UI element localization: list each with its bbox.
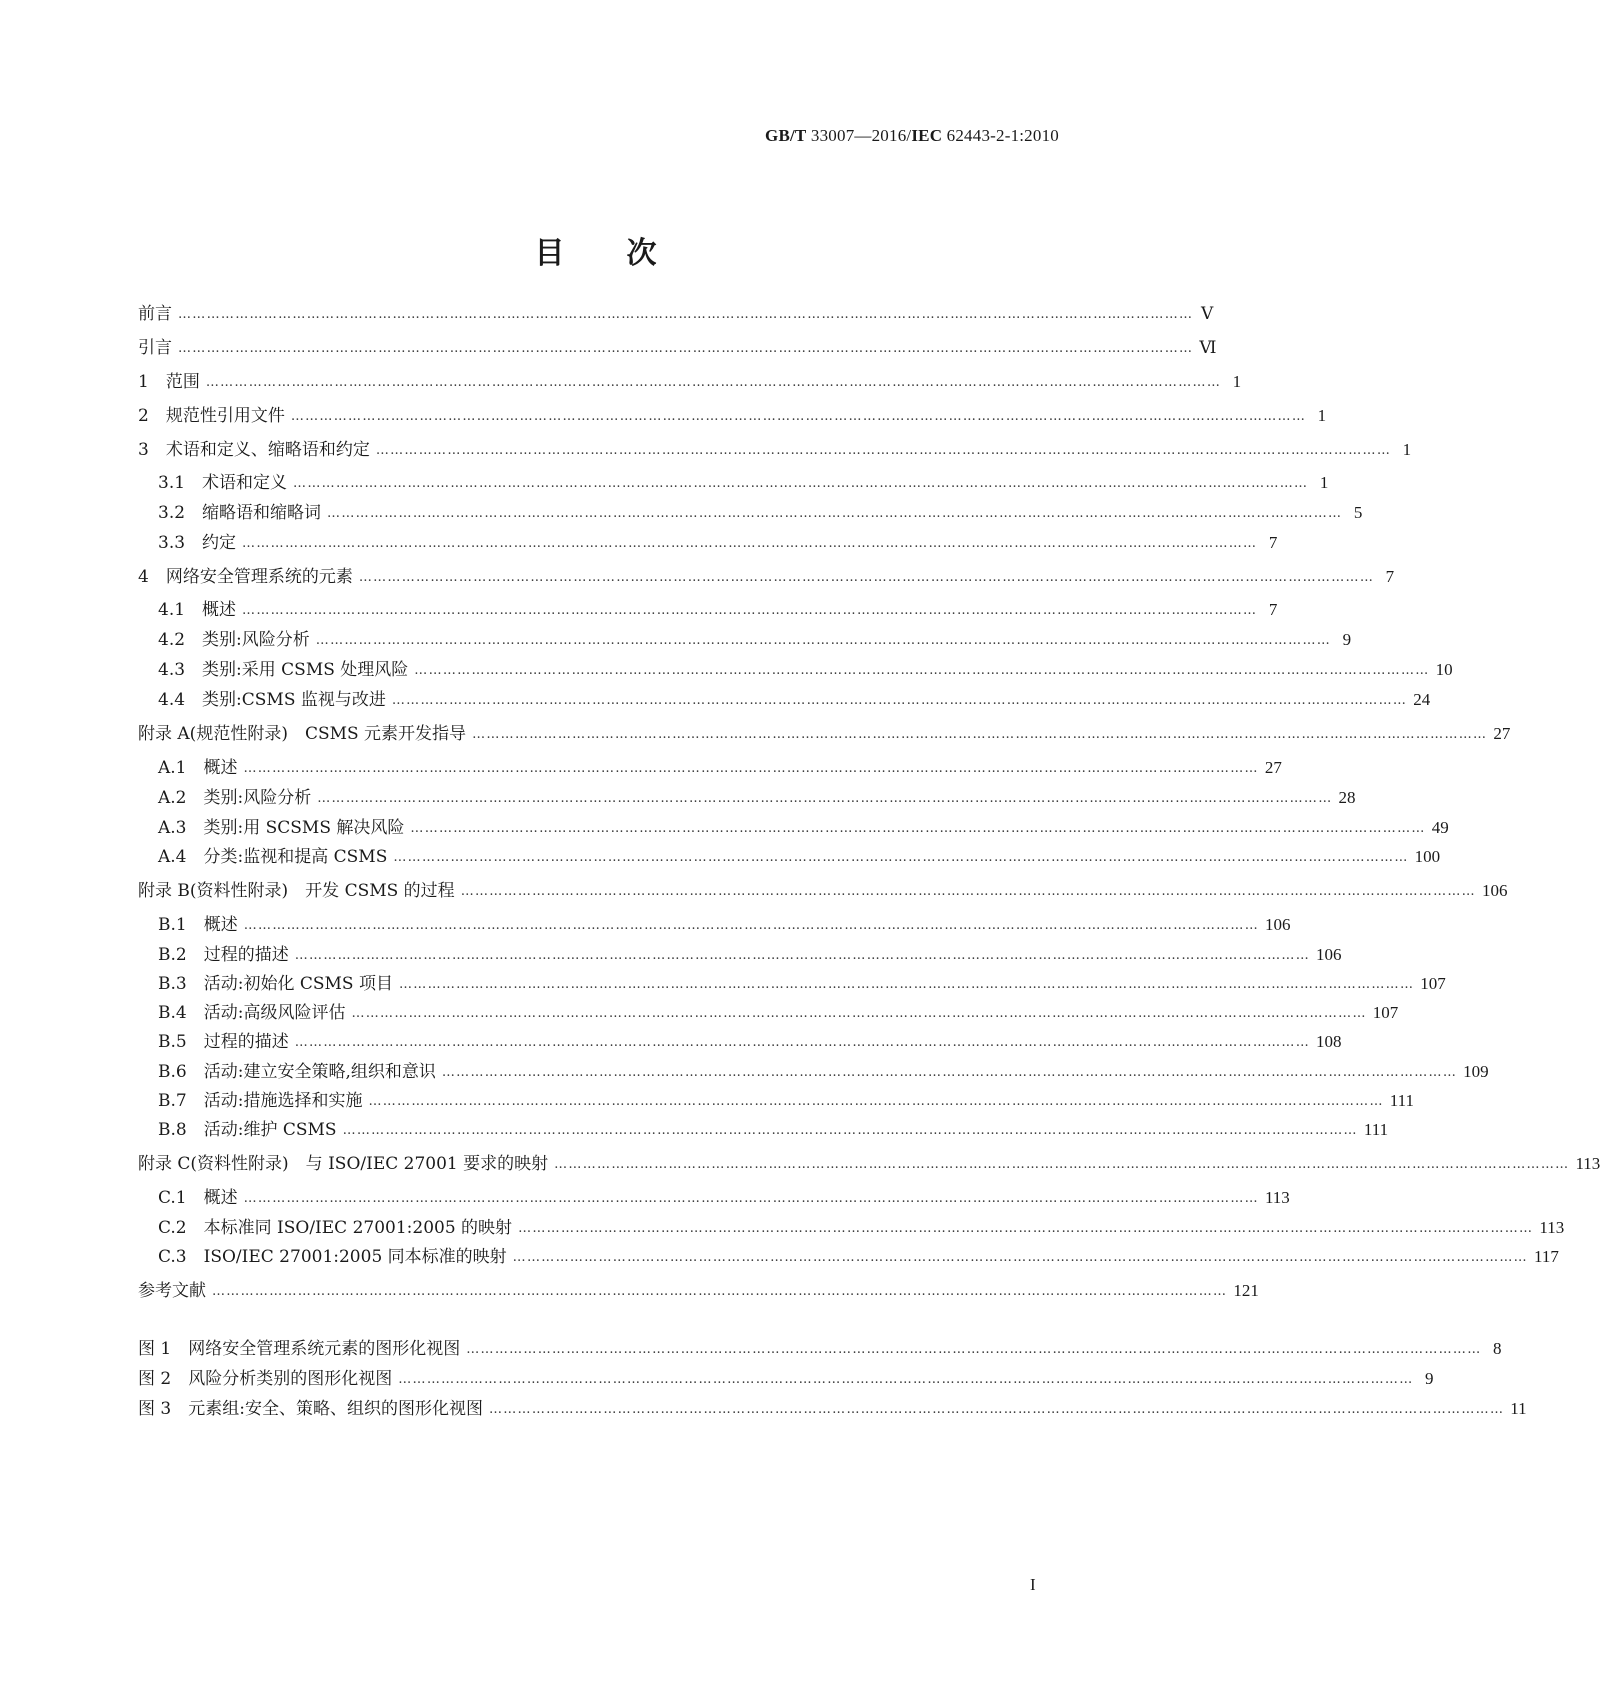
dot-leader: …………………………………………………………………………………………………………………………………………………………………………………………… — [243, 918, 1260, 933]
toc-page: 100 — [1414, 847, 1441, 866]
toc-label: B.2 过程的描述 — [158, 945, 289, 965]
toc-entry-a-3[interactable] — [158, 812, 1449, 838]
toc-entry-b-5[interactable] — [158, 1026, 1342, 1052]
toc-label: 1 范围 — [138, 372, 200, 392]
toc-entry-4-1[interactable] — [158, 594, 1278, 620]
dot-leader: …………………………………………………………………………………………………………………………………………………………………………………………… — [391, 693, 1408, 708]
dot-leader: …………………………………………………………………………………………………………………………………………………………………………………………… — [294, 948, 1311, 963]
toc-page: 107 — [1372, 1003, 1399, 1022]
toc-page: 1 — [1317, 406, 1327, 425]
toc-entry-4[interactable] — [138, 561, 1395, 587]
toc-label: 4.4 类别:CSMS 监视与改进 — [158, 690, 386, 710]
toc-entry-4-3[interactable] — [158, 654, 1453, 680]
toc-entry-b-3[interactable] — [158, 968, 1446, 994]
dot-leader: …………………………………………………………………………………………………………………………………………………………………………………………… — [205, 375, 1222, 390]
toc-page: 121 — [1233, 1281, 1259, 1300]
toc-entry-b-4[interactable] — [158, 997, 1399, 1023]
toc-entry-introduction[interactable] — [138, 332, 1217, 358]
dot-leader: …………………………………………………………………………………………………………………………………………………………………………………………… — [315, 633, 1332, 648]
toc-entry-a-1[interactable] — [158, 752, 1282, 778]
toc-entry-1[interactable] — [138, 366, 1242, 392]
figure-label: 图 1 网络安全管理系统元素的图形化视图 — [138, 1339, 461, 1359]
toc-entry-4-4[interactable] — [158, 684, 1431, 710]
toc-label: 前言 — [138, 304, 172, 324]
toc-label: B.1 概述 — [158, 915, 238, 935]
toc-entry-c-3[interactable] — [158, 1241, 1559, 1267]
toc-entry-3-1[interactable] — [158, 467, 1329, 493]
toc-page: 111 — [1389, 1091, 1415, 1110]
figure-label: 图 2 风险分析类别的图形化视图 — [138, 1369, 393, 1389]
toc-label: 附录 B(资料性附录) 开发 CSMS 的过程 — [138, 881, 455, 901]
figure-label: 图 3 元素组:安全、策略、组织的图形化视图 — [138, 1399, 483, 1419]
toc-entry-2[interactable] — [138, 400, 1327, 426]
dot-leader: …………………………………………………………………………………………………………………………………………………………………………………………… — [243, 761, 1259, 776]
toc-entry-foreword[interactable] — [138, 298, 1214, 324]
toc-label: 引言 — [138, 338, 172, 358]
dot-leader: …………………………………………………………………………………………………………………………………………………………………………………………… — [290, 409, 1307, 424]
dot-leader: …………………………………………………………………………………………………………………………………………………………………………………………… — [294, 1035, 1311, 1050]
toc-label: 4 网络安全管理系统的元素 — [138, 567, 353, 587]
figure-entry-2[interactable] — [138, 1363, 1434, 1389]
toc-page: 1 — [1232, 372, 1242, 391]
toc-page: 106 — [1265, 915, 1291, 934]
dot-leader: …………………………………………………………………………………………………………………………………………………………………………………………… — [212, 1284, 1228, 1299]
toc-label: 4.1 概述 — [158, 600, 237, 620]
toc-entry-b-8[interactable] — [158, 1114, 1389, 1140]
toc-label: C.2 本标准同 ISO/IEC 27001:2005 的映射 — [158, 1218, 513, 1238]
toc-label: 3 术语和定义、缩略语和约定 — [138, 440, 370, 460]
toc-page: 1 — [1402, 440, 1412, 459]
toc-page: 107 — [1420, 974, 1446, 993]
dot-leader: …………………………………………………………………………………………………………………………………………………………………………………………… — [375, 443, 1392, 458]
figure-entry-1[interactable] — [138, 1333, 1502, 1359]
toc-label: C.3 ISO/IEC 27001:2005 同本标准的映射 — [158, 1247, 507, 1267]
dot-leader: …………………………………………………………………………………………………………………………………………………………………………………………… — [351, 1006, 1367, 1021]
page-number: I — [1030, 1575, 1036, 1594]
dot-leader: …………………………………………………………………………………………………………………………………………………………………………………………… — [554, 1157, 1570, 1172]
dot-leader: …………………………………………………………………………………………………………………………………………………………………………………………… — [460, 884, 1476, 899]
page-title: 目次 — [534, 236, 719, 271]
iec-prefix: IEC — [911, 126, 943, 145]
dot-leader: …………………………………………………………………………………………………………………………………………………………………………………………… — [243, 1191, 1259, 1206]
standard-number-header — [765, 126, 1059, 146]
toc-page: 24 — [1413, 690, 1431, 709]
dot-leader: …………………………………………………………………………………………………………………………………………………………………………………………… — [472, 727, 1488, 742]
toc-page: 7 — [1268, 600, 1278, 619]
dot-leader: …………………………………………………………………………………………………………………………………………………………………………………………… — [358, 570, 1375, 585]
toc-entry-4-2[interactable] — [158, 624, 1352, 650]
toc-page: 28 — [1338, 788, 1356, 807]
toc-label: A.2 类别:风险分析 — [158, 788, 312, 808]
toc-entry-c-2[interactable] — [158, 1212, 1565, 1238]
toc-page: Ⅵ — [1199, 338, 1217, 357]
dot-leader: …………………………………………………………………………………………………………………………………………………………………………………………… — [414, 663, 1430, 678]
dot-leader: …………………………………………………………………………………………………………………………………………………………………………………………… — [178, 341, 1194, 356]
toc-page: 10 — [1435, 660, 1453, 679]
dot-leader: …………………………………………………………………………………………………………………………………………………………………………………………… — [317, 791, 1333, 806]
dot-leader: …………………………………………………………………………………………………………………………………………………………………………………………… — [488, 1402, 1505, 1417]
dot-leader: …………………………………………………………………………………………………………………………………………………………………………………………… — [368, 1094, 1384, 1109]
toc-page: 109 — [1463, 1062, 1489, 1081]
toc-entry-b-1[interactable] — [158, 909, 1291, 935]
dot-leader: …………………………………………………………………………………………………………………………………………………………………………………………… — [466, 1342, 1482, 1357]
toc-page: Ⅴ — [1201, 304, 1214, 323]
toc-label: B.5 过程的描述 — [158, 1032, 289, 1052]
toc-page: 113 — [1539, 1218, 1565, 1237]
toc-entry-3-3[interactable] — [158, 527, 1278, 553]
dot-leader: …………………………………………………………………………………………………………………………………………………………………………………………… — [410, 821, 1426, 836]
std-prefix: GB/T — [765, 126, 807, 145]
dot-leader: …………………………………………………………………………………………………………………………………………………………………………………………… — [342, 1123, 1358, 1138]
toc-page: 106 — [1482, 881, 1508, 900]
toc-entry-bibliography[interactable] — [138, 1275, 1259, 1301]
toc-page: 108 — [1316, 1032, 1342, 1051]
toc-entry-3-2[interactable] — [158, 497, 1363, 523]
toc-page: 113 — [1264, 1188, 1290, 1207]
toc-entry-a-2[interactable] — [158, 782, 1356, 808]
dot-leader: …………………………………………………………………………………………………………………………………………………………………………………………… — [293, 476, 1309, 491]
toc-label: B.6 活动:建立安全策略,组织和意识 — [158, 1062, 436, 1082]
toc-label: A.1 概述 — [158, 758, 238, 778]
toc-page: 106 — [1316, 945, 1342, 964]
toc-page: 117 — [1533, 1247, 1559, 1266]
dot-leader: …………………………………………………………………………………………………………………………………………………………………………………………… — [327, 506, 1343, 521]
toc-label: 3.1 术语和定义 — [158, 473, 288, 493]
dot-leader: …………………………………………………………………………………………………………………………………………………………………………………………… — [242, 603, 1258, 618]
toc-label: 4.2 类别:风险分析 — [158, 630, 310, 650]
std-number: 33007—2016/ — [810, 126, 912, 145]
dot-leader: …………………………………………………………………………………………………………………………………………………………………………………………… — [398, 1372, 1414, 1387]
figure-entry-3[interactable] — [138, 1393, 1527, 1419]
figure-page: 8 — [1493, 1339, 1502, 1358]
dot-leader: …………………………………………………………………………………………………………………………………………………………………………………………… — [518, 1221, 1534, 1236]
toc-label: 附录 C(资料性附录) 与 ISO/IEC 27001 要求的映射 — [138, 1154, 549, 1174]
figure-page: 9 — [1425, 1369, 1434, 1388]
toc-page: 27 — [1493, 724, 1511, 743]
toc-page: 111 — [1363, 1120, 1389, 1139]
dot-leader: …………………………………………………………………………………………………………………………………………………………………………………………… — [441, 1065, 1458, 1080]
toc-label: 附录 A(规范性附录) CSMS 元素开发指导 — [138, 724, 467, 744]
figure-page: 11 — [1510, 1399, 1527, 1418]
toc-label: A.4 分类:监视和提高 CSMS — [158, 847, 388, 867]
toc-entry-b-6[interactable] — [158, 1056, 1489, 1082]
toc-label: 3.2 缩略语和缩略词 — [158, 503, 322, 523]
toc-entry-b-7[interactable] — [158, 1085, 1415, 1111]
toc-page: 27 — [1264, 758, 1282, 777]
toc-entry-b-2[interactable] — [158, 939, 1342, 965]
toc-label: B.4 活动:高级风险评估 — [158, 1003, 346, 1023]
toc-entry-annex-a[interactable] — [138, 718, 1511, 744]
toc-page: 1 — [1319, 473, 1329, 492]
dot-leader: …………………………………………………………………………………………………………………………………………………………………………………………… — [398, 977, 1415, 992]
toc-label: 4.3 类别:采用 CSMS 处理风险 — [158, 660, 409, 680]
toc-label: B.3 活动:初始化 CSMS 项目 — [158, 974, 393, 994]
toc-entry-a-4[interactable] — [158, 841, 1441, 867]
toc-label: B.8 活动:维护 CSMS — [158, 1120, 337, 1140]
toc-label: B.7 活动:措施选择和实施 — [158, 1091, 363, 1111]
toc-label: 参考文献 — [138, 1281, 206, 1301]
toc-page: 7 — [1268, 533, 1278, 552]
dot-leader: …………………………………………………………………………………………………………………………………………………………………………………………… — [178, 307, 1194, 322]
toc-label: A.3 类别:用 SCSMS 解决风险 — [158, 818, 405, 838]
dot-leader: …………………………………………………………………………………………………………………………………………………………………………………………… — [242, 536, 1258, 551]
dot-leader: …………………………………………………………………………………………………………………………………………………………………………………………… — [512, 1250, 1528, 1265]
toc-entry-annex-c[interactable] — [138, 1148, 1600, 1174]
toc-page: 9 — [1342, 630, 1352, 649]
toc-entry-3[interactable] — [138, 434, 1412, 460]
toc-page: 113 — [1575, 1154, 1600, 1173]
toc-label: 3.3 约定 — [158, 533, 237, 553]
toc-page: 7 — [1385, 567, 1395, 586]
toc-label: 2 规范性引用文件 — [138, 406, 285, 426]
iec-number: 62443-2-1:2010 — [946, 126, 1059, 145]
toc-page: 49 — [1431, 818, 1449, 837]
toc-label: C.1 概述 — [158, 1188, 238, 1208]
dot-leader: …………………………………………………………………………………………………………………………………………………………………………………………… — [393, 850, 1409, 865]
toc-page: 5 — [1353, 503, 1363, 522]
toc-entry-c-1[interactable] — [158, 1182, 1290, 1208]
toc-entry-annex-b[interactable] — [138, 875, 1508, 901]
